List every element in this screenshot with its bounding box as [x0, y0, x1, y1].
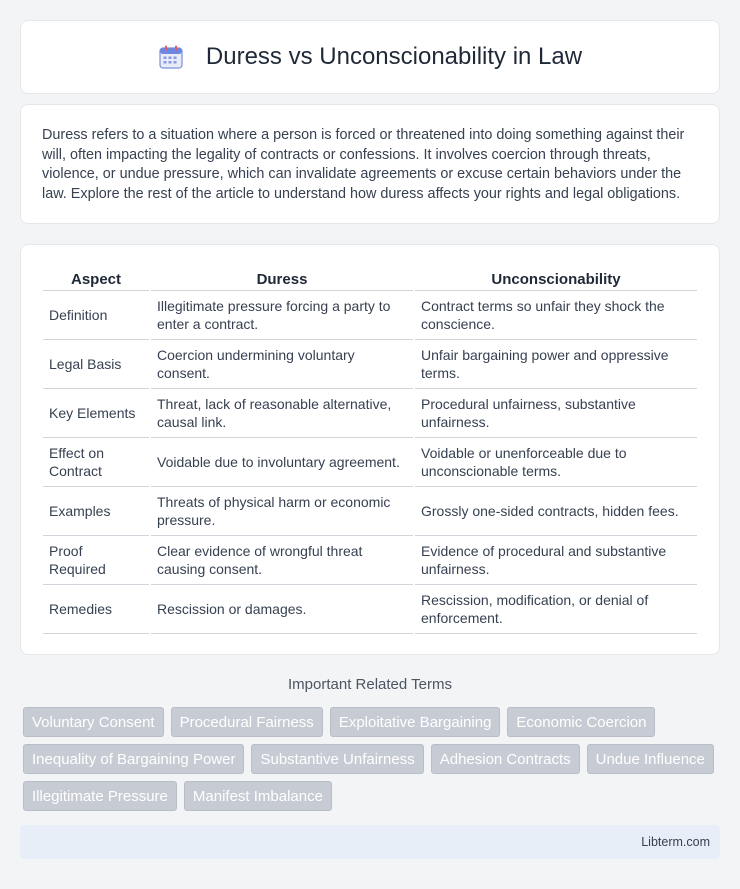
- table-cell: Legal Basis: [43, 340, 149, 389]
- related-term-tag[interactable]: Exploitative Bargaining: [330, 707, 501, 737]
- table-header-row: [43, 265, 697, 291]
- table-cell: Evidence of procedural and substantive unfairness.: [415, 536, 697, 585]
- table-cell: Definition: [43, 291, 149, 340]
- related-term-tag[interactable]: Procedural Fairness: [171, 707, 323, 737]
- intro-card: [20, 104, 720, 224]
- table-cell: Proof Required: [43, 536, 149, 585]
- comparison-table: [41, 265, 699, 634]
- header-card: [20, 20, 720, 94]
- table-cell: Contract terms so unfair they shock the conscience.: [415, 291, 697, 340]
- footer: [20, 825, 720, 859]
- page-title: Duress vs Unconscionability in Law: [205, 43, 583, 70]
- related-terms-title: Important Related Terms: [288, 676, 452, 693]
- table-row: [43, 536, 697, 585]
- calendar-icon: [158, 44, 184, 70]
- related-term-tag[interactable]: Substantive Unfairness: [251, 744, 423, 774]
- table-cell: Procedural unfairness, substantive unfairness.: [415, 389, 697, 438]
- related-term-tag[interactable]: Manifest Imbalance: [184, 781, 332, 811]
- table-cell: Rescission, modification, or denial of enforcement.: [415, 585, 697, 634]
- table-cell: Grossly one-sided contracts, hidden fees.: [415, 487, 697, 536]
- table-row: [43, 389, 697, 438]
- related-term-tag[interactable]: Undue Influence: [587, 744, 714, 774]
- related-term-tag[interactable]: Voluntary Consent: [23, 707, 164, 737]
- related-term-tag[interactable]: Illegitimate Pressure: [23, 781, 177, 811]
- table-cell: Voidable due to involuntary agreement.: [151, 438, 413, 487]
- table-cell: Examples: [43, 487, 149, 536]
- table-cell: Rescission or damages.: [151, 585, 413, 634]
- table-cell: Threat, lack of reasonable alternative, causal link.: [151, 389, 413, 438]
- table-cell: Coercion undermining voluntary consent.: [151, 340, 413, 389]
- related-term-tag[interactable]: Adhesion Contracts: [431, 744, 580, 774]
- table-row: [43, 487, 697, 536]
- table-cell: Voidable or unenforceable due to unconscionable terms.: [415, 438, 697, 487]
- table-row: [43, 340, 697, 389]
- table-row: [43, 291, 697, 340]
- related-terms-list: [23, 707, 723, 811]
- table-cell: Threats of physical harm or economic pressure.: [151, 487, 413, 536]
- table-cell: Key Elements: [43, 389, 149, 438]
- header: [158, 43, 582, 71]
- related-term-tag[interactable]: Economic Coercion: [507, 707, 655, 737]
- table-cell: Unfair bargaining power and oppressive terms.: [415, 340, 697, 389]
- table-cell: Clear evidence of wrongful threat causing consent.: [151, 536, 413, 585]
- table-cell: Remedies: [43, 585, 149, 634]
- footer-site-link[interactable]: Libterm.com: [641, 835, 710, 849]
- related-term-tag[interactable]: Inequality of Bargaining Power: [23, 744, 244, 774]
- column-header-unconscionability: Unconscionability: [415, 265, 697, 291]
- table-cell: Illegitimate pressure forcing a party to enter a contract.: [151, 291, 413, 340]
- comparison-card: [20, 244, 720, 655]
- table-cell: Effect on Contract: [43, 438, 149, 487]
- intro-paragraph: Duress refers to a situation where a person is forced or threatened into doing something against their will, often impacting the legality of contracts or confessions. It involves coercion through threats, violence, or undue pressure, which can invalidate agreements or excuse certain behaviors under the law. Explore the rest of the article to understand how duress affects your rights and legal obligations.: [42, 127, 685, 202]
- table-row: [43, 585, 697, 634]
- table-row: [43, 438, 697, 487]
- column-header-aspect: Aspect: [43, 265, 149, 291]
- column-header-duress: Duress: [151, 265, 413, 291]
